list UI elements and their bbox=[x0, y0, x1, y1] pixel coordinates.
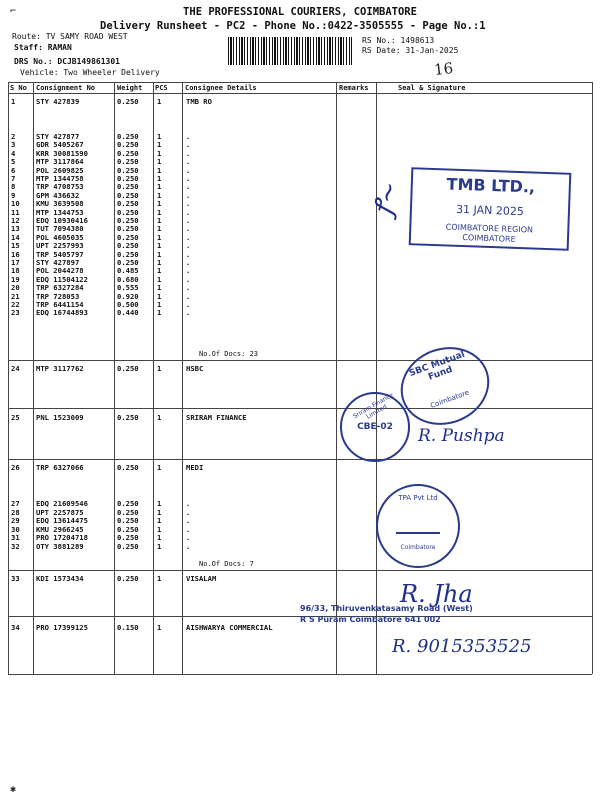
cell-pcs: 1 bbox=[157, 274, 162, 284]
cell-weight: 0.250 bbox=[117, 249, 139, 259]
tpa-stamp-city: Coimbatore bbox=[400, 544, 436, 551]
sbc-stamp-city: Coimbatore bbox=[429, 388, 471, 410]
vehicle-label: Vehicle: Two Wheeler Delivery bbox=[20, 68, 160, 77]
cell-weight: 0.250 bbox=[117, 516, 139, 526]
cell-weight: 0.920 bbox=[117, 291, 139, 301]
header-remarks: Remarks bbox=[339, 84, 369, 92]
company-title: THE PROFESSIONAL COURIERS, COIMBATORE bbox=[183, 6, 417, 18]
cell-pcs: 1 bbox=[157, 148, 162, 158]
cell-pcs: 1 bbox=[157, 533, 162, 543]
cell-consignee: . bbox=[186, 232, 191, 242]
cell-consignee: . bbox=[186, 291, 191, 301]
table-row bbox=[0, 499, 600, 507]
cell-pcs: 1 bbox=[157, 249, 162, 259]
cell-weight: 0.250 bbox=[117, 157, 139, 167]
rs-date: RS Date: 31-Jan-2025 bbox=[362, 46, 459, 55]
tmb-stamp-city: COIMBATORE bbox=[462, 233, 516, 244]
cell-pcs: 1 bbox=[157, 364, 162, 373]
tpa-stamp bbox=[376, 484, 460, 568]
cell-consignment: MTP 3117762 bbox=[36, 364, 84, 373]
cell-consignment: KMU 3639508 bbox=[36, 199, 84, 209]
cell-consignee: . bbox=[186, 216, 191, 225]
table-row bbox=[0, 508, 600, 516]
cell-pcs: 1 bbox=[157, 266, 162, 276]
cell-consignee: . bbox=[186, 165, 191, 175]
cell-consignee: . bbox=[186, 249, 191, 259]
cell-weight: 0.250 bbox=[117, 132, 139, 141]
cell-consignment: TRP 4708753 bbox=[36, 182, 84, 192]
cell-consignee: MEDI bbox=[186, 463, 204, 472]
tmb-stamp-name: TMB LTD., bbox=[446, 174, 536, 197]
cell-sno: 19 bbox=[11, 274, 20, 284]
cell-sno: 18 bbox=[11, 266, 20, 276]
cell-sno: 20 bbox=[11, 283, 20, 293]
no-of-docs: No.Of Docs: 23 bbox=[199, 350, 259, 358]
cell-pcs: 1 bbox=[157, 174, 162, 183]
table-row bbox=[0, 542, 600, 550]
cell-consignee: . bbox=[186, 174, 191, 183]
route-label: Route: TV SAMY ROAD WEST bbox=[12, 32, 128, 41]
cell-consignment: TRP 728053 bbox=[36, 291, 80, 301]
table-row bbox=[0, 283, 600, 291]
cell-consignment: EDQ 11504122 bbox=[36, 274, 88, 284]
cell-consignment: MTP 3117864 bbox=[36, 157, 84, 167]
cell-sno: 10 bbox=[11, 199, 20, 209]
table-row bbox=[0, 149, 600, 157]
cell-sno: 25 bbox=[11, 413, 20, 422]
barcode bbox=[228, 37, 352, 65]
cell-sno: 3 bbox=[11, 140, 16, 150]
cell-consignment: EDQ 10930416 bbox=[36, 216, 88, 225]
cell-consignment: KDI 1573434 bbox=[36, 574, 84, 583]
table-row bbox=[0, 157, 600, 165]
tmb-stamp-date: 31 JAN 2025 bbox=[455, 202, 525, 219]
rs-number: RS No.: 1498613 bbox=[362, 36, 435, 45]
cell-pcs: 1 bbox=[157, 157, 162, 167]
sriram-finance-stamp bbox=[340, 392, 410, 462]
table-row bbox=[0, 463, 600, 471]
cell-sno: 4 bbox=[11, 148, 16, 158]
cell-consignee: . bbox=[186, 308, 191, 318]
corner-mark-icon: ⌐ bbox=[10, 6, 17, 17]
table-row bbox=[0, 533, 600, 541]
corner-mark-icon: ✱ bbox=[10, 784, 17, 795]
cell-sno: 13 bbox=[11, 224, 20, 234]
cell-weight: 0.250 bbox=[117, 199, 139, 209]
cell-weight: 0.250 bbox=[117, 413, 139, 422]
staff-label: Staff: RAMAN bbox=[14, 43, 72, 52]
cell-weight: 0.250 bbox=[117, 97, 139, 106]
group-separator bbox=[8, 360, 592, 361]
cell-pcs: 1 bbox=[157, 224, 162, 234]
cell-consignee: . bbox=[186, 283, 191, 293]
cell-consignment: TRP 6441154 bbox=[36, 300, 84, 309]
sbc-stamp-name: SBC Mutual Fund bbox=[408, 349, 467, 383]
tmb-signature: ꝭ~ bbox=[368, 178, 406, 219]
cell-consignment: EDQ 13614475 bbox=[36, 516, 88, 526]
cell-consignment: KRR 30081590 bbox=[36, 148, 88, 158]
cell-consignment: STY 427897 bbox=[36, 258, 80, 267]
cell-pcs: 1 bbox=[157, 283, 162, 293]
cell-sno: 2 bbox=[11, 132, 16, 141]
pushpa-signature: R. Pushpa bbox=[418, 426, 505, 446]
cell-consignee: . bbox=[186, 542, 191, 551]
cell-sno: 26 bbox=[11, 463, 20, 472]
cell-consignee: . bbox=[186, 300, 191, 309]
cell-sno: 11 bbox=[11, 207, 20, 217]
cell-sno: 6 bbox=[11, 165, 16, 175]
table-row bbox=[0, 266, 600, 274]
cell-consignment: TUT 7094380 bbox=[36, 224, 84, 234]
cell-pcs: 1 bbox=[157, 182, 162, 192]
cell-sno: 12 bbox=[11, 216, 20, 225]
cell-consignee: . bbox=[186, 140, 191, 150]
cell-sno: 24 bbox=[11, 364, 20, 373]
cell-consignee: . bbox=[186, 266, 191, 276]
cell-sno: 21 bbox=[11, 291, 20, 301]
cell-sno: 16 bbox=[11, 249, 20, 259]
cell-sno: 29 bbox=[11, 516, 20, 526]
cell-weight: 0.250 bbox=[117, 364, 139, 373]
cell-consignee: . bbox=[186, 258, 191, 267]
cell-pcs: 1 bbox=[157, 241, 162, 251]
cell-pcs: 1 bbox=[157, 574, 162, 583]
cell-weight: 0.250 bbox=[117, 533, 139, 543]
cell-pcs: 1 bbox=[157, 216, 162, 225]
cell-consignment: MTP 1344753 bbox=[36, 207, 84, 217]
cell-sno: 30 bbox=[11, 524, 20, 534]
cell-weight: 0.250 bbox=[117, 182, 139, 192]
table-row bbox=[0, 275, 600, 283]
table-row bbox=[0, 140, 600, 148]
cell-consignee: . bbox=[186, 274, 191, 284]
cell-consignment: MTP 1344758 bbox=[36, 174, 84, 183]
cell-pcs: 1 bbox=[157, 199, 162, 209]
table-row bbox=[0, 574, 600, 582]
cell-weight: 0.250 bbox=[117, 140, 139, 150]
cell-consignment: GPM 436632 bbox=[36, 190, 80, 200]
cell-pcs: 1 bbox=[157, 291, 162, 301]
sriram-stamp-text: Sriram Finance Limited bbox=[352, 391, 395, 421]
cell-consignee: . bbox=[186, 224, 191, 234]
table-row bbox=[0, 364, 600, 372]
cell-pcs: 1 bbox=[157, 542, 162, 551]
sriram-stamp-code: CBE-02 bbox=[357, 422, 393, 432]
table-row bbox=[0, 308, 600, 316]
cell-consignment: GDR 5405267 bbox=[36, 140, 84, 150]
cell-consignee: . bbox=[186, 499, 191, 508]
cell-consignee: AISHWARYA COMMERCIAL bbox=[186, 623, 273, 632]
cell-pcs: 1 bbox=[157, 413, 162, 422]
cell-weight: 0.250 bbox=[117, 463, 139, 472]
cell-consignment: PRO 17204718 bbox=[36, 533, 88, 543]
cell-pcs: 1 bbox=[157, 232, 162, 242]
cell-pcs: 1 bbox=[157, 165, 162, 175]
cell-consignment: OTY 3881289 bbox=[36, 542, 84, 551]
address-stamp-line1: 96/33, Thiruvenkatasamy Road (West) bbox=[300, 604, 473, 613]
cell-consignee: TMB RO bbox=[186, 97, 212, 106]
cell-weight: 0.250 bbox=[117, 499, 139, 508]
cell-weight: 0.250 bbox=[117, 241, 139, 251]
cell-weight: 0.250 bbox=[117, 574, 139, 583]
tpa-stamp-text: TPA Pvt Ltd bbox=[398, 494, 438, 502]
cell-weight: 0.150 bbox=[117, 623, 139, 632]
cell-weight: 0.250 bbox=[117, 232, 139, 242]
table-row bbox=[0, 413, 600, 421]
table-row bbox=[0, 623, 600, 631]
header-consignee: Consignee Details bbox=[185, 84, 257, 92]
cell-sno: 32 bbox=[11, 542, 20, 551]
cell-pcs: 1 bbox=[157, 140, 162, 150]
cell-consignment: POL 2044278 bbox=[36, 266, 84, 276]
cell-consignee: . bbox=[186, 132, 191, 141]
table-row bbox=[0, 516, 600, 524]
cell-pcs: 1 bbox=[157, 258, 162, 267]
cell-weight: 0.250 bbox=[117, 258, 139, 267]
cell-consignment: TRP 6327066 bbox=[36, 463, 84, 472]
cell-consignee: . bbox=[186, 207, 191, 217]
cell-weight: 0.485 bbox=[117, 266, 139, 276]
cell-consignment: STY 427839 bbox=[36, 97, 80, 106]
cell-sno: 34 bbox=[11, 623, 20, 632]
cell-pcs: 1 bbox=[157, 524, 162, 534]
table-row bbox=[0, 525, 600, 533]
cell-consignment: UPT 2257875 bbox=[36, 507, 84, 517]
drs-number: DRS No.: DCJB149861301 bbox=[14, 57, 120, 66]
cell-consignment: TRP 5405797 bbox=[36, 249, 84, 259]
group-separator bbox=[8, 570, 592, 571]
cell-consignment: STY 427877 bbox=[36, 132, 80, 141]
cell-weight: 0.250 bbox=[117, 165, 139, 175]
tmb-stamp-region: COIMBATORE REGION bbox=[445, 222, 534, 235]
cell-consignee: HSBC bbox=[186, 364, 204, 373]
cell-weight: 0.680 bbox=[117, 274, 139, 284]
tmb-stamp bbox=[409, 167, 572, 251]
visalam-signature: R. Jha bbox=[400, 580, 473, 608]
cell-sno: 17 bbox=[11, 258, 20, 267]
cell-consignee: . bbox=[186, 507, 191, 517]
tpa-emblem-icon bbox=[396, 516, 440, 534]
header-sno: S No bbox=[10, 84, 27, 92]
cell-consignment: KMU 2966245 bbox=[36, 524, 84, 534]
cell-consignee: . bbox=[186, 524, 191, 534]
cell-consignment: UPT 2257993 bbox=[36, 241, 84, 251]
handwritten-mark: 16 bbox=[433, 59, 454, 79]
table-header-border bbox=[8, 93, 592, 94]
address-stamp-line2: R S Puram Coimbatore 641 002 bbox=[300, 615, 441, 624]
cell-sno: 5 bbox=[11, 157, 16, 167]
cell-pcs: 1 bbox=[157, 207, 162, 217]
cell-consignee: SRIRAM FINANCE bbox=[186, 413, 247, 422]
cell-pcs: 1 bbox=[157, 623, 162, 632]
cell-weight: 0.250 bbox=[117, 148, 139, 158]
cell-consignee: . bbox=[186, 241, 191, 251]
cell-consignee: . bbox=[186, 190, 191, 200]
cell-consignee: VISALAM bbox=[186, 574, 217, 583]
cell-sno: 23 bbox=[11, 308, 20, 318]
header-weight: Weight bbox=[117, 84, 143, 92]
header-pcs: PCS bbox=[155, 84, 168, 92]
cell-consignment: EDQ 21609546 bbox=[36, 499, 88, 508]
cell-weight: 0.500 bbox=[117, 300, 139, 309]
cell-sno: 31 bbox=[11, 533, 20, 543]
cell-sno: 15 bbox=[11, 241, 20, 251]
cell-weight: 0.250 bbox=[117, 507, 139, 517]
table-bottom-border bbox=[8, 674, 592, 675]
cell-pcs: 1 bbox=[157, 516, 162, 526]
cell-consignee: . bbox=[186, 157, 191, 167]
cell-weight: 0.250 bbox=[117, 542, 139, 551]
cell-weight: 0.555 bbox=[117, 283, 139, 293]
cell-weight: 0.250 bbox=[117, 216, 139, 225]
cell-pcs: 1 bbox=[157, 499, 162, 508]
group-separator bbox=[8, 408, 592, 409]
cell-consignment: EDQ 16744893 bbox=[36, 308, 88, 318]
table-top-border bbox=[8, 82, 592, 83]
cell-consignment: POL 2609825 bbox=[36, 165, 84, 175]
phone-signature: R. 9015353525 bbox=[392, 636, 532, 657]
cell-consignee: . bbox=[186, 182, 191, 192]
cell-pcs: 1 bbox=[157, 190, 162, 200]
cell-sno: 9 bbox=[11, 190, 16, 200]
cell-pcs: 1 bbox=[157, 300, 162, 309]
cell-consignee: . bbox=[186, 199, 191, 209]
table-row bbox=[0, 300, 600, 308]
cell-pcs: 1 bbox=[157, 463, 162, 472]
table-row bbox=[0, 292, 600, 300]
cell-sno: 7 bbox=[11, 174, 16, 183]
cell-sno: 1 bbox=[11, 97, 16, 106]
cell-consignment: PRO 17399125 bbox=[36, 623, 88, 632]
cell-weight: 0.250 bbox=[117, 524, 139, 534]
cell-sno: 33 bbox=[11, 574, 20, 583]
cell-consignment: POL 4605035 bbox=[36, 232, 84, 242]
runsheet-subtitle: Delivery Runsheet - PC2 - Phone No.:0422-3505555 - Page No.:1 bbox=[100, 20, 486, 32]
cell-consignment: PNL 1523009 bbox=[36, 413, 84, 422]
cell-weight: 0.250 bbox=[117, 207, 139, 217]
header-seal-signature: Seal & Signature bbox=[398, 84, 466, 92]
table-row bbox=[0, 97, 600, 105]
cell-sno: 28 bbox=[11, 507, 20, 517]
group-separator bbox=[8, 459, 592, 460]
cell-pcs: 1 bbox=[157, 97, 162, 106]
cell-sno: 22 bbox=[11, 300, 20, 309]
no-of-docs: No.Of Docs: 7 bbox=[199, 560, 254, 568]
cell-consignment: TRP 6327284 bbox=[36, 283, 84, 293]
cell-pcs: 1 bbox=[157, 132, 162, 141]
cell-sno: 27 bbox=[11, 499, 20, 508]
cell-consignee: . bbox=[186, 148, 191, 158]
cell-consignee: . bbox=[186, 533, 191, 543]
cell-weight: 0.440 bbox=[117, 308, 139, 318]
table-row bbox=[0, 258, 600, 266]
cell-weight: 0.250 bbox=[117, 174, 139, 183]
table-row bbox=[0, 132, 600, 140]
header-consignment: Consignment No bbox=[36, 84, 96, 92]
cell-pcs: 1 bbox=[157, 308, 162, 318]
cell-sno: 8 bbox=[11, 182, 16, 192]
cell-weight: 0.250 bbox=[117, 190, 139, 200]
cell-weight: 0.250 bbox=[117, 224, 139, 234]
cell-pcs: 1 bbox=[157, 507, 162, 517]
table-row bbox=[0, 250, 600, 258]
cell-consignee: . bbox=[186, 516, 191, 526]
cell-sno: 14 bbox=[11, 232, 20, 242]
